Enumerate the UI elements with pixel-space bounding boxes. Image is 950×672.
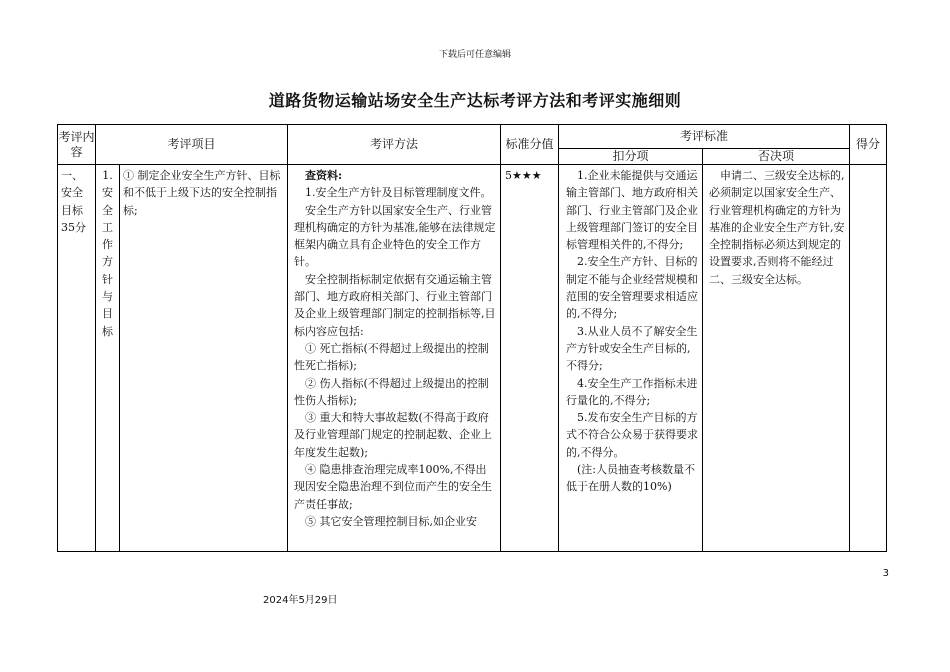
header-got: 得分 (850, 125, 887, 165)
header-deduct: 扣分项 (559, 149, 703, 165)
cell-deduct (559, 165, 703, 552)
header-method: 考评方法 (288, 125, 501, 165)
document-date: 2024年5月29日 (263, 595, 338, 606)
header-note: 下载后可任意编辑 (438, 50, 511, 60)
deduct-block (559, 165, 702, 496)
deduct-line: 1.企业未能提供与交通运输主管部门、地方政府相关部门、行业主管部门及企业上级管理部门签订的安全目标管理相关件的,不得分; (566, 169, 698, 252)
header-veto: 否决项 (703, 149, 850, 165)
veto-text: 申请二、三级安全达标的,必须制定以国家安全生产、行业管理机构确定的方针为基准的企业安全生产方针,安全控制指标必须达到规定的设置要求,否则将不能经过二、三级安全达标。 (709, 169, 845, 286)
document-title: 道路货物运输站场安全生产达标考评方法和考评实施细则 (268, 91, 682, 110)
score-text: 5★★★ (505, 169, 542, 182)
cell-score (501, 165, 559, 552)
method-line: ② 伤人指标(不得超过上级提出的控制性伤人指标); (294, 376, 489, 407)
header-criteria: 考评标准 (559, 125, 850, 149)
method-line: 1.安全生产方针及目标管理制度文件。 (305, 186, 492, 200)
deduct-note: (注:人员抽查考核数量不低于在册人数的10%) (566, 463, 695, 494)
header-item: 考评项目 (96, 125, 288, 165)
got-text (850, 165, 886, 167)
cell-got (850, 165, 887, 552)
method-title: 查资料: (305, 169, 343, 182)
cell-veto (703, 165, 850, 552)
method-line: ① 死亡指标(不得超过上级提出的控制性死亡指标); (294, 341, 489, 373)
method-line: ③ 重大和特大事故起数(不得高于政府及行业管理部门规定的控制起数、企业上年度发生起数); (294, 411, 492, 459)
header-score: 标准分值 (501, 125, 559, 165)
cell-content (58, 165, 96, 552)
method-line: ⑤ 其它安全管理控制目标,如企业安 (305, 514, 477, 528)
cell-method (288, 165, 501, 552)
assessment-table (57, 124, 887, 552)
deduct-line: 2.安全生产方针、目标的制定不能与企业经营规模和范围的安全管理要求相适应的,不得分; (566, 255, 698, 321)
content-text: 一、安全目标35分 (61, 169, 86, 234)
method-line: 安全控制指标制定依据有交通运输主管部门、地方政府相关部门、行业主管部门及企业上级管理部门制定的控制指标等,目标内容应包括: (294, 272, 496, 338)
header-content: 考评内容 (58, 125, 96, 165)
method-line: ④ 隐患排查治理完成率100%,不得出现因安全隐患治理不到位而产生的安全生产责任事故; (294, 463, 492, 511)
deduct-line: 3.从业人员不了解安全生产方针或安全生产目标的,不得分; (566, 324, 698, 373)
item-number-text: 1.安全工作方针与目标 (102, 169, 113, 338)
cell-item-no (96, 165, 120, 552)
page-number: 3 (882, 568, 889, 579)
deduct-line: 5.发布安全生产目标的方式不符合公众易于获得要求的,不得分。 (566, 411, 698, 459)
cell-item (120, 165, 288, 552)
method-block (288, 165, 500, 530)
item-text: ① 制定企业安全生产方针、目标和不低于上级下达的安全控制指标; (123, 169, 281, 217)
deduct-line: 4.安全生产工作指标未进行量化的,不得分; (566, 376, 698, 407)
method-line: 安全生产方针以国家安全生产、行业管理机构确定的方针为基准,能够在法律规定框架内确立具有企业特色的安全工作方针。 (294, 203, 496, 269)
